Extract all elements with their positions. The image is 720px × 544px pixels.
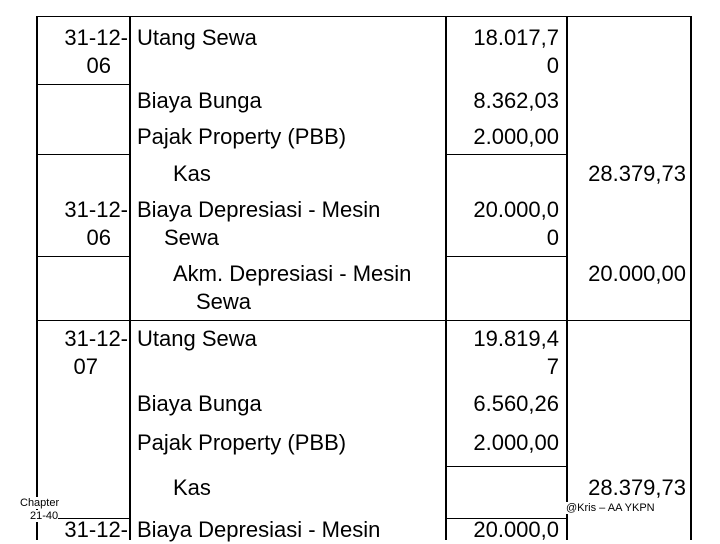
account-cell: Akm. Depresiasi - Mesin — [173, 261, 412, 286]
credit-cell: 28.379,73 — [588, 475, 686, 500]
debit-cell: 8.362,03 — [473, 88, 559, 113]
account-cell: Pajak Property (PBB) — [137, 430, 347, 455]
date-cell: 07 — [73, 354, 98, 379]
chapter-number: 21-40 — [30, 510, 59, 522]
debit-cell: 7 — [546, 354, 559, 379]
credit-cell: 28.379,73 — [588, 161, 686, 186]
account-cell: Sewa — [164, 225, 220, 250]
debit-cell: 18.017,7 — [473, 25, 559, 50]
row-divider — [36, 320, 692, 321]
row-divider — [36, 84, 130, 85]
date-cell: 31-12- — [64, 25, 128, 50]
row-divider — [445, 466, 567, 467]
date-cell: 31-12- — [64, 197, 128, 222]
credit-text: @Kris – AA YKPN — [566, 502, 655, 514]
debit-cell: 0 — [546, 225, 559, 250]
row-divider — [445, 154, 567, 155]
account-cell: Utang Sewa — [137, 326, 257, 351]
date-cell: 06 — [86, 225, 111, 250]
table-border-top — [36, 16, 692, 17]
debit-cell: 2.000,00 — [473, 124, 559, 149]
account-cell: Pajak Property (PBB) — [137, 124, 347, 149]
date-cell: 31-12- — [64, 517, 128, 542]
account-cell: Kas — [173, 161, 211, 186]
account-cell: Biaya Depresiasi - Mesin — [137, 197, 381, 222]
date-cell: 31-12- — [64, 326, 128, 351]
account-cell: Sewa — [196, 289, 252, 314]
account-cell: Utang Sewa — [137, 25, 257, 50]
account-cell: Kas — [173, 475, 211, 500]
account-cell: Biaya Depresiasi - Mesin — [137, 517, 381, 542]
row-divider — [36, 154, 130, 155]
debit-cell: 20.000,0 — [473, 517, 559, 542]
table-border-left — [36, 16, 38, 540]
debit-cell: 19.819,4 — [473, 326, 559, 351]
chapter-label: Chapter — [20, 497, 60, 509]
account-cell: Biaya Bunga — [137, 88, 262, 113]
debit-cell: 0 — [546, 53, 559, 78]
column-divider-date — [129, 16, 131, 540]
table-border-right — [690, 16, 692, 540]
credit-cell: 20.000,00 — [588, 261, 686, 286]
debit-cell: 2.000,00 — [473, 430, 559, 455]
date-cell: 06 — [86, 53, 111, 78]
debit-cell: 6.560,26 — [473, 391, 559, 416]
debit-cell: 20.000,0 — [473, 197, 559, 222]
account-cell: Biaya Bunga — [137, 391, 262, 416]
row-divider — [445, 256, 567, 257]
row-divider — [36, 256, 130, 257]
